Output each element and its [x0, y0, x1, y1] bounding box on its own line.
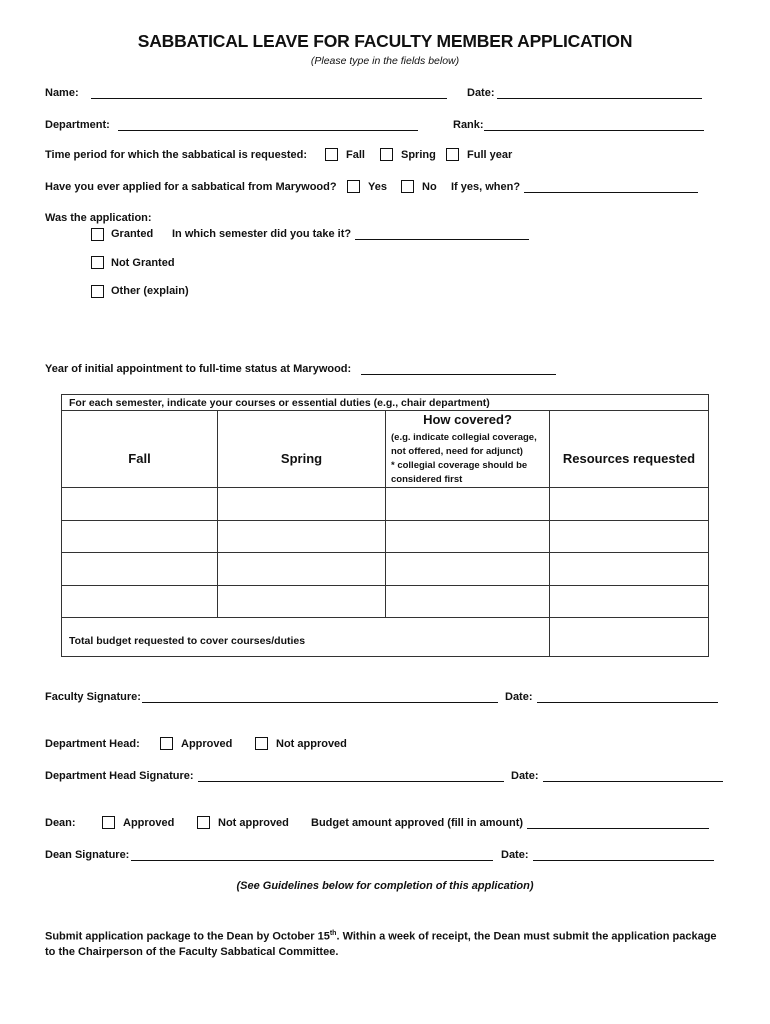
budget-approved-label: Budget amount approved (fill in amount) [311, 817, 524, 829]
other-label: Other (explain) [111, 285, 189, 297]
dept-head-signature-field[interactable] [198, 781, 504, 782]
full-year-checkbox[interactable] [446, 148, 459, 161]
table-cell-resources-1[interactable] [549, 487, 709, 521]
department-label: Department: [45, 119, 110, 131]
year-initial-field[interactable] [361, 374, 556, 375]
table-cell-fall-4[interactable] [61, 585, 218, 618]
if-yes-label: If yes, when? [451, 181, 521, 193]
not-granted-checkbox[interactable] [91, 256, 104, 269]
full-year-label: Full year [467, 149, 513, 161]
table-cell-resources-2[interactable] [549, 520, 709, 553]
dept-head-signature-label: Department Head Signature: [45, 770, 194, 782]
dean-date-field[interactable] [533, 860, 714, 861]
col-how-covered-note: (e.g. indicate collegial coverage, not offered, need for adjunct) [391, 432, 537, 457]
table-cell-spring-1[interactable] [217, 487, 386, 521]
header-resources-cell [549, 410, 709, 488]
spring-checkbox[interactable] [380, 148, 393, 161]
no-checkbox[interactable] [401, 180, 414, 193]
rank-field[interactable] [484, 130, 704, 131]
page-subtitle: (Please type in the fields below) [310, 55, 460, 67]
which-semester-label: In which semester did you take it? [172, 228, 352, 240]
date-field[interactable] [497, 98, 702, 99]
table-cell-fall-2[interactable] [61, 520, 218, 553]
not-granted-label: Not Granted [111, 257, 175, 269]
date-label: Date: [467, 87, 495, 99]
if-yes-when-field[interactable] [524, 192, 698, 193]
dean-approved-label: Approved [123, 817, 175, 829]
was-application-label: Was the application: [45, 212, 152, 224]
total-budget-cell[interactable] [549, 617, 709, 657]
dept-approved-label: Approved [181, 738, 233, 750]
granted-label: Granted [111, 228, 154, 240]
dean-date-label: Date: [501, 849, 529, 861]
granted-checkbox[interactable] [91, 228, 104, 241]
rank-label: Rank: [453, 119, 484, 131]
table-cell-spring-2[interactable] [217, 520, 386, 553]
submit-text-2: . Within a week of receipt, the Dean must submit the application package [336, 930, 717, 943]
dean-approved-checkbox[interactable] [102, 816, 115, 829]
page-title: SABBATICAL LEAVE FOR FACULTY MEMBER APPLICATION [137, 31, 633, 51]
dept-not-approved-checkbox[interactable] [255, 737, 268, 750]
dept-not-approved-label: Not approved [276, 738, 347, 750]
col-spring-header: Spring [280, 451, 323, 466]
name-label: Name: [45, 87, 79, 99]
dean-signature-field[interactable] [131, 860, 493, 861]
applied-before-label: Have you ever applied for a sabbatical from Marywood? [45, 181, 337, 193]
dean-signature-label: Dean Signature: [45, 849, 130, 861]
table-cell-fall-3[interactable] [61, 552, 218, 586]
dept-head-date-field[interactable] [543, 781, 723, 782]
which-semester-field[interactable] [355, 239, 529, 240]
table-caption: For each semester, indicate your courses or essential duties (e.g., chair department) [69, 397, 490, 409]
col-resources-header: Resources requested [562, 451, 696, 466]
submit-text-1: Submit application package to the Dean by October 15 [45, 930, 330, 943]
submit-instructions-line-2: to the Chairperson of the Faculty Sabbatical Committee. [45, 946, 339, 958]
table-cell-how-1[interactable] [385, 487, 550, 521]
no-label: No [422, 181, 437, 193]
table-cell-resources-3[interactable] [549, 552, 709, 586]
submit-sup: th [329, 930, 337, 937]
faculty-date-field[interactable] [537, 702, 718, 703]
table-cell-resources-4[interactable] [549, 585, 709, 618]
fall-checkbox[interactable] [325, 148, 338, 161]
table-cell-spring-4[interactable] [217, 585, 386, 618]
header-spring-cell [217, 410, 386, 488]
faculty-signature-field[interactable] [142, 702, 498, 703]
faculty-date-label: Date: [505, 691, 533, 703]
other-checkbox[interactable] [91, 285, 104, 298]
name-field[interactable] [91, 98, 447, 99]
year-initial-label: Year of initial appointment to full-time status at Marywood: [45, 363, 352, 375]
dean-not-approved-checkbox[interactable] [197, 816, 210, 829]
table-cell-spring-3[interactable] [217, 552, 386, 586]
fall-label: Fall [346, 149, 365, 161]
col-how-covered-header: How covered? [423, 412, 512, 427]
department-field[interactable] [118, 130, 418, 131]
time-period-label: Time period for which the sabbatical is requested: [45, 149, 308, 161]
dept-head-date-label: Date: [511, 770, 539, 782]
yes-checkbox[interactable] [347, 180, 360, 193]
dept-head-label: Department Head: [45, 738, 140, 750]
table-cell-fall-1[interactable] [61, 487, 218, 521]
table-cell-how-4[interactable] [385, 585, 550, 618]
spring-label: Spring [401, 149, 436, 161]
table-cell-how-3[interactable] [385, 552, 550, 586]
submit-instructions [45, 930, 717, 943]
dean-label: Dean: [45, 817, 76, 829]
yes-label: Yes [368, 181, 387, 193]
col-how-covered-note-2: * collegial coverage should be considered first [391, 460, 528, 485]
dept-approved-checkbox[interactable] [160, 737, 173, 750]
total-budget-label: Total budget requested to cover courses/duties [69, 635, 306, 647]
table-cell-how-2[interactable] [385, 520, 550, 553]
faculty-signature-label: Faculty Signature: [45, 691, 141, 703]
col-fall-header: Fall [128, 451, 151, 466]
dean-not-approved-label: Not approved [218, 817, 289, 829]
header-fall-cell [61, 410, 218, 488]
guidelines-note: (See Guidelines below for completion of this application) [236, 880, 534, 892]
budget-approved-field[interactable] [527, 828, 709, 829]
